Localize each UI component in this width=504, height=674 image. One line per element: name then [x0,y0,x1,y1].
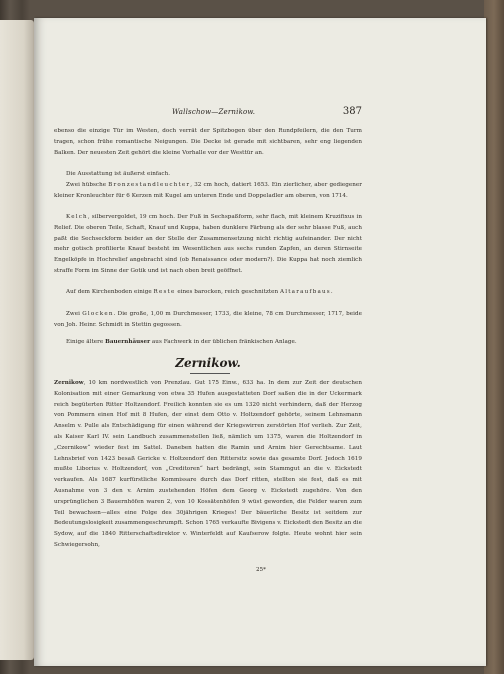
title-rule [190,373,230,374]
paragraph-4 [54,212,362,277]
paragraph-7 [54,337,362,348]
paragraph-text: Auf dem Kirchenboden einige [66,289,152,295]
paragraph-text: ebenso die einzige Tür im Westen, doch verrät der Spitzbogen über den Rundpfeilern, die den Turm tragen, schon frühe romantische Neigungen. Die Decke ist gerade mit sichtbaren, sehr eng liegenden Balken. Der neuesten Zeit gehört die kleine Vorhalle vor der Westtür an. [54,128,362,156]
paragraph-6 [54,309,362,331]
paragraph-text: Zwei [66,311,80,317]
paragraph-text: eines barocken, reich geschnitzten [177,289,279,295]
paragraph-text: . Die große, 1,00 m Durchmesser, 1733, die kleine, 78 cm Durchmesser, 1717, beide von Joh. Heinr. Schmidt in Stettin gegossen. [54,311,362,328]
book-spine [484,0,504,674]
paragraph-text: , 10 km nordwestlich von Prenzlau. Gut 175 Einw., 633 ha. In dem zur Zeit der deutschen Kolonisation mit einer Gemarkung von etwa 35 Hufen ausgestatteten Dorf saßen die in der Uckermark reich begüterten Ritter Holtzendorf. Freilich konnten sie es um 1320 nicht verhindern, daß der Herzog von Pommern einen Hof mit 8 Hufen, der einst dem Otto v. Holtzendorf gehörte, seinem Lehnsmann Anselm v. Pulle als Entschädigung für einen während der Kriegswirren zerstörten Hof verlieh. Zur Zeit, als Kaiser Karl IV. sein Landbuch zusammenstellen ließ, nämlich um 1375, waren die Holtzendorf in „Czernikow“ wieder fest im Sattel. Daneben hatten die Ramin und Arnim hier Gerechtsame. Laut Lehnsbrief von 1423 besaß Gericke v. Holtzendorf den Rittersitz sowie das gesamte Dorf. Jedoch 1619 mußte Liborius v. Holtzendorf, von „Creditoren“ hart bedrängt, sein Stammgut an die v. Eickstedt verkaufen. Als 1687 kurfürstliche Kommissare durch das Dorf ritten, stellten sie fest, daß es mit Ausnahme von 3 den v. Arnim zustehenden Höfen dem Georg v. Eickstedt zugehöre. Von den ursprünglichen 3 Bauernhöfen waren 2, von 10 Kossätenhöfen 9 wüst geworden, die Felder waren zum Teil bewachsen—alles eine Folge des 30jährigen Krieges! Der bäuerliche Besitz ist seitdem zur Bedeutungslosigkeit zusammengeschrumpft. Schon 1765 verkaufte Bivigens v. Eickstedt den Besitz an die Sydow, auf die 1840 Ritterschaftsdirektor v. Winterfeldt auf Kaufserow folgte. Heute wohnt hier sein Schwiegersohn, [54,380,362,548]
paragraph-2 [54,169,362,180]
spaced-term: Bronzestandleuchter [108,182,191,188]
running-title: Wallschow—Zernikow. [172,108,256,116]
paragraph-5 [54,287,362,298]
paragraph-text: aus Fachwerk in der üblichen fränkischen Anlage. [151,339,297,345]
paragraph-1 [54,126,362,158]
bold-term: Bauernhäuser [105,339,151,345]
paragraph-3 [54,180,362,202]
spaced-term: Altaraufbaus [280,289,331,295]
paragraph-text: Einige ältere [66,339,104,345]
bold-term: Zernikow [54,380,84,386]
section-title: Zernikow. [175,356,241,370]
spaced-term: Glocken [82,311,114,317]
paragraph-8 [54,378,362,551]
spaced-term: Reste [153,289,176,295]
page-number: 387 [342,106,362,117]
paragraph-text: , silbervergoldet, 19 cm hoch. Der Fuß in Sechspaßform, sehr flach, mit kleinem Kruzifixus in Relief. Die oberen Teile, Schaft, Knauf und Kuppa, haben dunklere Färbung als der sehr blasse Fuß, auch paßt die Sechseckform beider an der Stelle der Zusammensetzung nicht richtig aufeinander. Der nicht mehr gotisch profilierte Knauf besteht im Wesentlichen aus sechs runden Zapfen, an deren Stirnseite Engelköpfe in Hochrelief angebracht sind (ob Renaissance oder modern?). Die Kuppa hat noch ziemlich straffe Form im Sinne der Gotik und ist nach oben breit geöffnet. [54,214,362,274]
spaced-term: Kelch [66,214,88,220]
paragraph-text: Zwei hübsche [66,182,107,188]
signature-mark: 25* [256,567,266,573]
paragraph-text: Die Ausstattung ist äußerst einfach. [66,171,171,177]
paragraph-text: . [330,289,333,295]
paragraph-text: , 32 cm hoch, datiert 1653. Ein zierlicher, aber gediegener kleiner Kronleuchter für 6 Kerzen mit Kugel am unteren Ende und Doppeladler am oberen, von 1714. [54,182,363,199]
left-page-edge [0,20,34,660]
running-head [54,106,362,118]
